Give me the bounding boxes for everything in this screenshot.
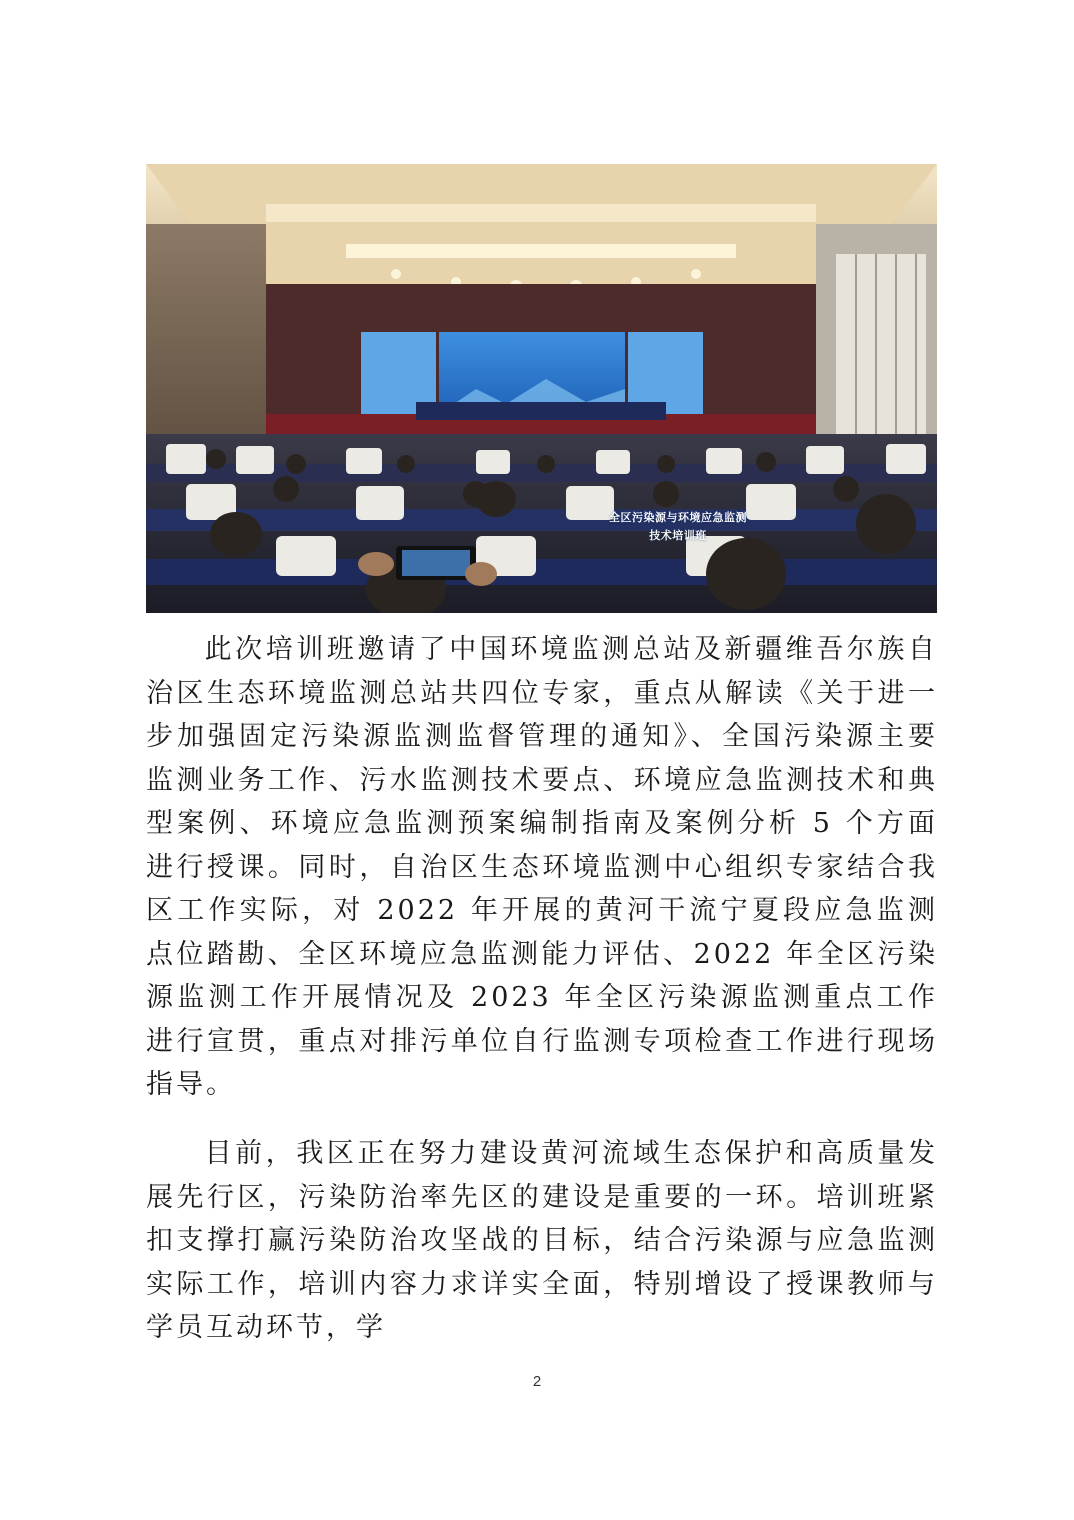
banner-line-1: 全区污染源与环境应急监测 [609, 511, 747, 524]
training-session-photo [146, 164, 937, 613]
paragraph-2 [146, 1132, 938, 1350]
photo-banner-text [586, 509, 770, 545]
paragraph-2-text: 目前，我区正在努力建设黄河流域生态保护和高质量发展先行区，污染防治率先区的建设是重要的一环。培训班紧扣支撑打赢污染防治攻坚战的目标，结合污染源与应急监测实际工作，培训内容力求详实全面，特别增设了授课教师与学员互动环节，学 [146, 1138, 938, 1343]
paragraph-1-text: 此次培训班邀请了中国环境监测总站及新疆维吾尔族自治区生态环境监测总站共四位专家，重点从解读《关于进一步加强固定污染源监测监督管理的通知》、全国污染源主要监测业务工作、污水监测技术要点、环境应急监测技术和典型案例、环境应急监测预案编制指南及案例分析 5 个方面进行授课。同时，自治区生态环境监测中心组织专家结合我区工作实际，对 2022 年开展的黄河干流宁夏段应急监测点位踏勘、全区环境应急监测能力评估、2022 年全区污染源监测工作开展情况及 2023 年全区污染源监测重点工作进行宣贯，重点对排污单位自行监测专项检查工作进行现场指导。 [146, 634, 938, 1100]
paragraph-1 [146, 628, 938, 1107]
conference-hall-illustration [146, 164, 937, 613]
banner-line-2: 技术培训班 [649, 529, 707, 542]
page-number: 2 [532, 1373, 542, 1390]
